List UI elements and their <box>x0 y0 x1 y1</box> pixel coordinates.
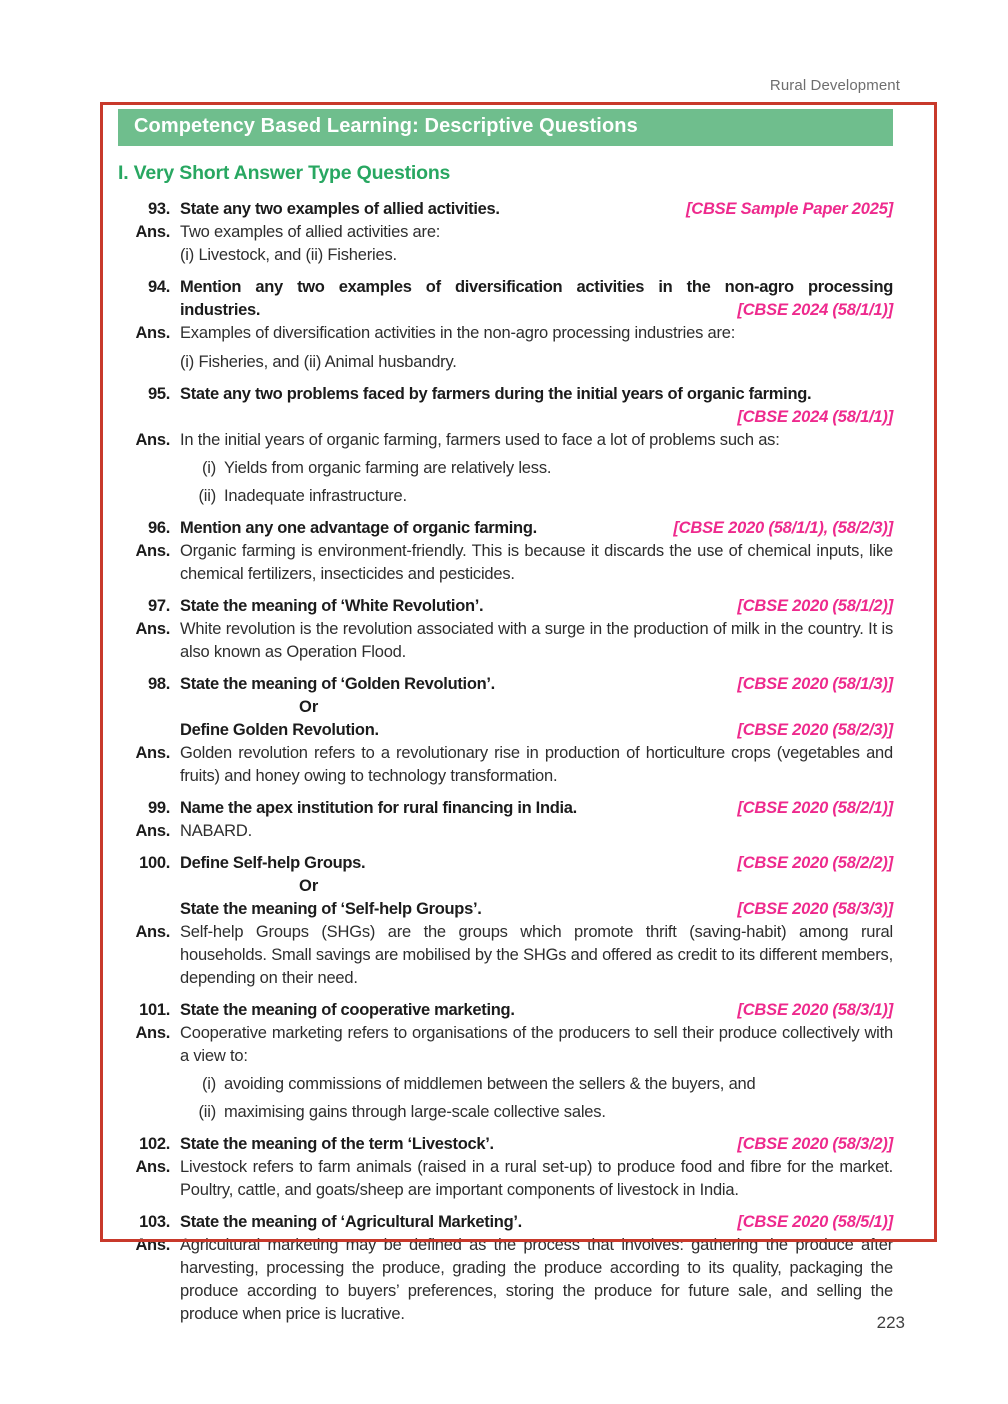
answer-paragraph: Two examples of allied activities are: <box>180 223 441 241</box>
question-content <box>180 999 893 1022</box>
answer-row <box>118 1156 893 1202</box>
question-content <box>180 797 893 820</box>
question-number <box>118 299 170 322</box>
or-divider: Or <box>299 877 319 895</box>
question-row <box>118 595 893 618</box>
question-content <box>180 852 893 875</box>
question-row <box>118 198 893 221</box>
answer-list-item <box>190 457 893 480</box>
question-number <box>118 696 170 719</box>
citation: [CBSE Sample Paper 2025] <box>685 200 893 218</box>
question-block <box>118 852 893 990</box>
answer-paragraph: In the initial years of organic farming, farmers used to face a lot of problems such as: <box>180 431 780 449</box>
answer-paragraph: Self-help Groups (SHGs) are the groups which promote thrift (saving-habit) among rural households. Small savings are mobilised by the SHGs and offered as credit to its different members, depending on their need. <box>180 923 893 987</box>
answer-content <box>180 322 893 374</box>
answer-item-text: Yields from organic farming are relatively less. <box>224 459 552 477</box>
answer-label: Ans. <box>135 542 170 560</box>
question-text: Mention any one advantage of organic farming. <box>180 519 537 537</box>
answer-row <box>118 221 893 267</box>
answer-row <box>118 820 893 843</box>
question-block <box>118 517 893 586</box>
question-content <box>180 406 893 429</box>
answer-row <box>118 540 893 586</box>
question-block <box>118 1133 893 1202</box>
question-content <box>180 673 893 696</box>
citation: [CBSE 2020 (58/5/1)] <box>737 1213 893 1231</box>
answer-row <box>118 322 893 374</box>
answer-label: Ans. <box>135 223 170 241</box>
answer-content <box>180 429 893 508</box>
question-text: State the meaning of ‘White Revolution’. <box>180 597 484 615</box>
question-row <box>118 517 893 540</box>
question-row <box>118 276 893 299</box>
citation: [CBSE 2020 (58/2/1)] <box>737 799 893 817</box>
questions-list <box>118 198 893 1326</box>
question-number: 99. <box>147 799 170 817</box>
page-content <box>118 109 893 1335</box>
question-row <box>118 696 893 719</box>
question-row <box>118 898 893 921</box>
section-title: I. Very Short Answer Type Questions <box>118 162 451 184</box>
answer-label: Ans. <box>135 1024 170 1042</box>
question-number <box>118 406 170 429</box>
answer-label: Ans. <box>135 744 170 762</box>
question-number <box>118 898 170 921</box>
question-text: State the meaning of ‘Golden Revolution’. <box>180 675 495 693</box>
question-row <box>118 999 893 1022</box>
question-content <box>180 383 893 406</box>
question-number: 94. <box>147 278 170 296</box>
answer-content <box>180 221 893 267</box>
answer-row <box>118 618 893 664</box>
answer-list-item <box>190 485 893 508</box>
answer-content <box>180 540 893 586</box>
question-row <box>118 1211 893 1234</box>
answer-item-text: avoiding commissions of middlemen between the sellers & the buyers, and <box>224 1075 756 1093</box>
answer-row <box>118 1234 893 1326</box>
answer-paragraph: Agricultural marketing may be defined as the process that involves: gathering the produce after harvesting, processing the produce, grading the produce according to its quality, packaging the produce according to buyers’ preferences, storing the produce for future sale, and selling the produce when price is lucrative. <box>180 1236 893 1323</box>
question-number: 100. <box>139 854 170 872</box>
question-text: State any two examples of allied activities. <box>180 200 500 218</box>
question-text: State the meaning of cooperative marketing. <box>180 1001 515 1019</box>
answer-row <box>118 921 893 990</box>
question-text: State the meaning of the term ‘Livestock’. <box>180 1135 494 1153</box>
question-block <box>118 383 893 508</box>
answer-label: Ans. <box>135 1158 170 1176</box>
answer-paragraph: (i) Livestock, and (ii) Fisheries. <box>180 246 397 264</box>
answer-label: Ans. <box>135 1236 170 1254</box>
citation: [CBSE 2020 (58/1/2)] <box>737 597 893 615</box>
answer-content <box>180 1234 893 1326</box>
question-number: 102. <box>139 1135 170 1153</box>
answer-item-text: Inadequate infrastructure. <box>224 487 407 505</box>
answer-paragraph: Livestock refers to farm animals (raised in a rural set-up) to produce food and fibre for the market. Poultry, cattle, and goats/sheep are important components of livestock in India. <box>180 1158 893 1199</box>
question-text: industries. <box>180 301 261 319</box>
answer-content <box>180 618 893 664</box>
citation: [CBSE 2020 (58/3/3)] <box>737 900 893 918</box>
citation: [CBSE 2020 (58/1/3)] <box>737 675 893 693</box>
citation: [CBSE 2020 (58/1/1), (58/2/3)] <box>673 519 893 537</box>
citation: [CBSE 2020 (58/3/1)] <box>737 1001 893 1019</box>
question-number: 95. <box>147 385 170 403</box>
answer-content <box>180 820 893 843</box>
question-row <box>118 1133 893 1156</box>
question-row <box>118 406 893 429</box>
question-row <box>118 383 893 406</box>
question-content <box>180 1211 893 1234</box>
question-number: 101. <box>139 1001 170 1019</box>
running-header: Rural Development <box>769 77 900 94</box>
citation: [CBSE 2020 (58/2/2)] <box>737 854 893 872</box>
question-block <box>118 198 893 267</box>
answer-label: Ans. <box>135 324 170 342</box>
answer-item-label: (i) <box>201 459 216 477</box>
question-text: Name the apex institution for rural financing in India. <box>180 799 577 817</box>
citation: [CBSE 2024 (58/1/1)] <box>737 408 893 426</box>
answer-row <box>118 742 893 788</box>
question-block <box>118 276 893 374</box>
answer-label: Ans. <box>135 431 170 449</box>
answer-label: Ans. <box>135 620 170 638</box>
question-content <box>180 517 893 540</box>
answer-content <box>180 1022 893 1124</box>
question-block <box>118 797 893 843</box>
question-row <box>118 299 893 322</box>
question-content <box>180 595 893 618</box>
question-content <box>180 719 893 742</box>
question-block <box>118 1211 893 1326</box>
answer-label: Ans. <box>135 822 170 840</box>
question-text: Mention any two examples of diversification activities in the non-agro processing <box>180 278 893 296</box>
answer-list-item <box>190 1101 893 1124</box>
answer-paragraph: Organic farming is environment-friendly. This is because it discards the use of chemical inputs, like chemical fertilizers, insecticides and pesticides. <box>180 542 893 583</box>
page-number: 223 <box>876 1313 905 1332</box>
answer-paragraph: Golden revolution refers to a revolutionary rise in production of horticulture crops (vegetables and fruits) and honey owing to technology transformation. <box>180 744 893 785</box>
question-block <box>118 595 893 664</box>
question-text: State the meaning of ‘Agricultural Marketing’. <box>180 1213 522 1231</box>
question-block <box>118 999 893 1124</box>
answer-row <box>118 1022 893 1124</box>
answer-paragraph: (i) Fisheries, and (ii) Animal husbandry. <box>180 353 457 371</box>
question-content <box>180 299 893 322</box>
answer-row <box>118 429 893 508</box>
answer-content <box>180 742 893 788</box>
question-number: 93. <box>147 200 170 218</box>
question-text: State any two problems faced by farmers during the initial years of organic farming. <box>180 385 812 403</box>
answer-paragraph: NABARD. <box>180 822 252 840</box>
question-row <box>118 719 893 742</box>
question-number: 96. <box>147 519 170 537</box>
question-text: Define Golden Revolution. <box>180 721 379 739</box>
question-number: 103. <box>139 1213 170 1231</box>
answer-content <box>180 921 893 990</box>
question-row <box>118 875 893 898</box>
answer-list-item <box>190 1073 893 1096</box>
question-row <box>118 852 893 875</box>
question-text: State the meaning of ‘Self-help Groups’. <box>180 900 482 918</box>
citation: [CBSE 2020 (58/3/2)] <box>737 1135 893 1153</box>
citation: [CBSE 2024 (58/1/1)] <box>737 301 893 319</box>
answer-item-text: maximising gains through large-scale collective sales. <box>224 1103 606 1121</box>
question-block <box>118 673 893 788</box>
answer-label: Ans. <box>135 923 170 941</box>
question-number <box>118 875 170 898</box>
question-text: Define Self-help Groups. <box>180 854 366 872</box>
question-row <box>118 797 893 820</box>
or-divider: Or <box>299 698 319 716</box>
answer-paragraph: Cooperative marketing refers to organisations of the producers to sell their produce collectively with a view to: <box>180 1024 893 1065</box>
question-number: 98. <box>147 675 170 693</box>
banner-title: Competency Based Learning: Descriptive Questions <box>134 115 638 137</box>
answer-content <box>180 1156 893 1202</box>
answer-paragraph: White revolution is the revolution associated with a surge in the production of milk in the country. It is also known as Operation Flood. <box>180 620 893 661</box>
question-row <box>118 673 893 696</box>
question-content <box>180 198 893 221</box>
question-content <box>180 898 893 921</box>
answer-paragraph: Examples of diversification activities in the non-agro processing industries are: <box>180 324 736 342</box>
answer-item-label: (ii) <box>198 487 216 505</box>
question-number: 97. <box>147 597 170 615</box>
answer-item-label: (i) <box>201 1075 216 1093</box>
question-number <box>118 719 170 742</box>
citation: [CBSE 2020 (58/2/3)] <box>737 721 893 739</box>
question-content <box>180 1133 893 1156</box>
chapter-banner <box>118 109 893 146</box>
answer-item-label: (ii) <box>198 1103 216 1121</box>
